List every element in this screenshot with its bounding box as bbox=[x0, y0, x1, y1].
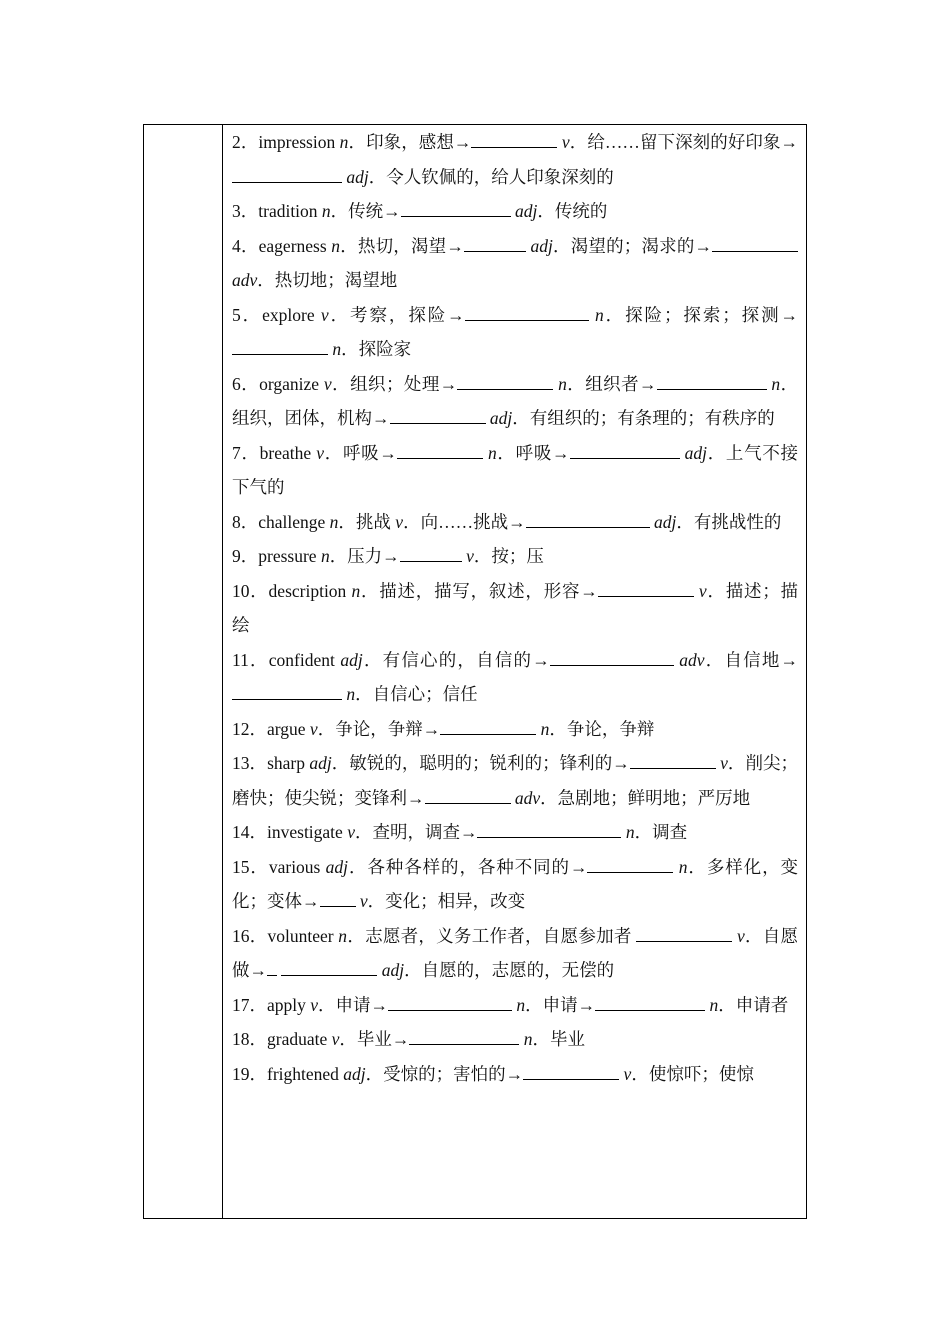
answer-blank[interactable] bbox=[526, 511, 650, 528]
list-item: 15．various adj．各种各样的，各种不同的→ n．多样化，变化；变体→ v．变化；相异，改变 bbox=[232, 856, 799, 911]
vocabulary-table bbox=[143, 124, 807, 1219]
answer-blank[interactable] bbox=[388, 994, 512, 1011]
answer-blank[interactable] bbox=[440, 718, 536, 735]
list-item: 14．investigate v．查明，调查→ n．调查 bbox=[232, 822, 688, 842]
list-item: 5．explore v．考察，探险→ n．探险；探索；探测→ n．探险家 bbox=[232, 304, 799, 359]
list-item: 3．tradition n．传统→ adj．传统的 bbox=[232, 201, 608, 221]
answer-blank[interactable] bbox=[595, 994, 705, 1011]
answer-blank[interactable] bbox=[712, 235, 798, 252]
list-item: 11．confident adj．有信心的，自信的→ adv．自信地→ n．自信心；信任 bbox=[232, 649, 799, 704]
answer-blank[interactable] bbox=[636, 925, 732, 942]
answer-blank[interactable] bbox=[657, 373, 767, 390]
list-item: 8．challenge n．挑战 v．向……挑战→ adj．有挑战性的 bbox=[232, 511, 782, 532]
list-item: 10．description n．描述，描写，叙述，形容→ v．描述；描绘 bbox=[232, 580, 799, 635]
answer-blank[interactable] bbox=[397, 442, 483, 459]
answer-blank[interactable] bbox=[232, 683, 342, 700]
answer-blank[interactable] bbox=[598, 580, 694, 597]
answer-blank[interactable] bbox=[232, 166, 342, 183]
answer-blank[interactable] bbox=[425, 787, 511, 804]
answer-blank[interactable] bbox=[390, 407, 486, 424]
answer-blank[interactable] bbox=[630, 752, 716, 769]
list-item: 19．frightened adj．受惊的；害怕的→ v．使惊吓；使惊 bbox=[232, 1063, 754, 1084]
list-item: 6．organize v．组织；处理→ n．组织者→ n．组织，团体，机构→ adj．有组织的；有条理的；有秩序的 bbox=[232, 373, 799, 428]
answer-blank[interactable] bbox=[587, 856, 673, 873]
list-item: 17．apply v．申请→ n．申请→ n．申请者 bbox=[232, 994, 789, 1015]
list-item: 9．pressure n．压力→ v．按；压 bbox=[232, 546, 544, 566]
list-item: 7．breathe v．呼吸→ n．呼吸→ adj．上气不接下气的 bbox=[232, 442, 799, 497]
answer-blank[interactable] bbox=[409, 1028, 519, 1045]
answer-blank[interactable] bbox=[232, 338, 328, 355]
answer-blank[interactable] bbox=[281, 959, 377, 976]
list-item: 12．argue v．争论，争辩→ n．争论，争辩 bbox=[232, 718, 655, 739]
answer-blank[interactable] bbox=[523, 1063, 619, 1080]
list-item: 18．graduate v．毕业→ n．毕业 bbox=[232, 1029, 586, 1049]
answer-blank[interactable] bbox=[464, 235, 526, 252]
list-item: 13．sharp adj．敏锐的，聪明的；锐利的；锋利的→ v．削尖；磨快；使尖锐；变锋利→ adv．急剧地；鲜明地；严厉地 bbox=[232, 753, 799, 808]
answer-blank[interactable] bbox=[477, 821, 621, 838]
list-item: 2．impression n．印象，感想→ v．给……留下深刻的好印象→ adj．令人钦佩的，给人印象深刻的 bbox=[232, 132, 799, 187]
answer-blank[interactable] bbox=[457, 373, 553, 390]
answer-blank[interactable] bbox=[570, 442, 680, 459]
answer-blank[interactable] bbox=[320, 890, 356, 907]
list-item: 16．volunteer n．志愿者，义务工作者，自愿参加者 v．自愿做→ adj．自愿的，志愿的，无偿的 bbox=[232, 925, 799, 980]
table-content-column bbox=[232, 125, 798, 1091]
table-label-column bbox=[144, 125, 223, 1218]
answer-blank[interactable] bbox=[401, 200, 511, 217]
answer-blank[interactable] bbox=[471, 131, 557, 148]
answer-blank[interactable] bbox=[400, 545, 462, 562]
answer-blank[interactable] bbox=[550, 649, 674, 666]
answer-blank[interactable] bbox=[465, 304, 589, 321]
list-item: 4．eagerness n．热切，渴望→ adj．渴望的；渴求的→ adv．热切地；渴望地 bbox=[232, 229, 798, 298]
answer-blank[interactable] bbox=[267, 959, 277, 976]
